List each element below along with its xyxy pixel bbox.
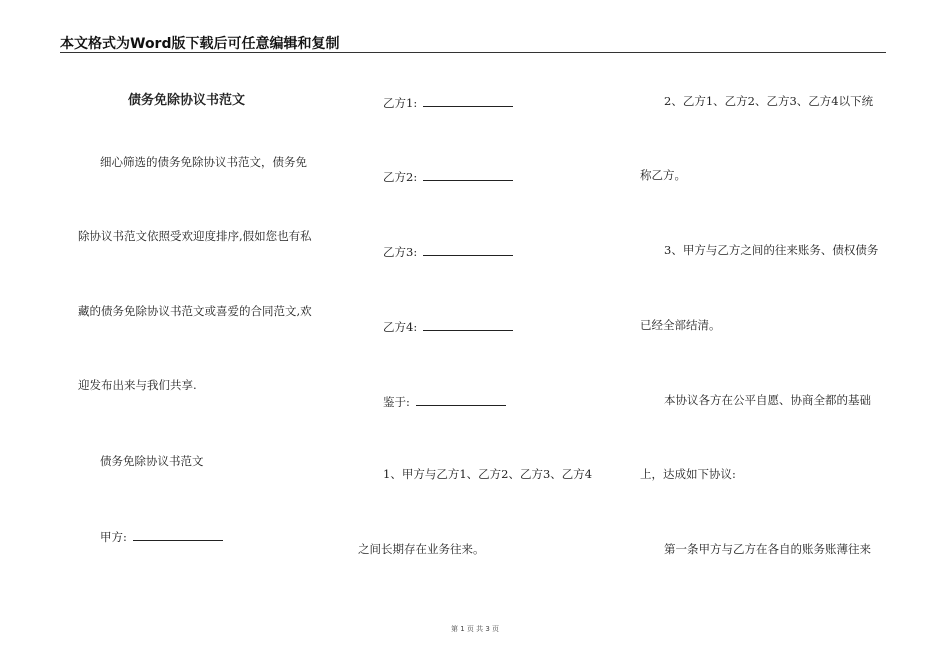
intro-line-3: 藏的债务免除协议书范文或喜爱的合同范文,欢 [78,304,312,318]
party-a-label: 甲方: [100,530,127,544]
clause-1-line-1: 1、甲方与乙方1、乙方2、乙方3、乙方4 [383,467,593,481]
party-b2-line [383,168,513,184]
document-title: 债务免除协议书范文 [128,93,246,108]
party-b4-blank [423,318,513,331]
clause-3-line-1: 3、甲方与乙方之间的往来账务、债权债务 [664,243,879,257]
section-subtitle: 债务免除协议书范文 [100,454,204,468]
party-a-line [100,528,223,544]
whereas-label: 鉴于: [383,395,410,409]
party-b3-blank [423,243,513,256]
intro-line-2: 除协议书范文依照受欢迎度排序,假如您也有私 [78,229,312,243]
party-b4-line [383,318,513,334]
intro-line-4: 迎发布出来与我们共享. [78,378,197,392]
clause-1-line-2: 之间长期存在业务往来。 [358,542,485,556]
page-number: 第 1 页 共 3 页 [450,625,500,633]
agreement-line-1: 本协议各方在公平自愿、协商全都的基础 [664,393,871,407]
clause-2-line-1: 2、乙方1、乙方2、乙方3、乙方4以下统 [664,94,874,108]
party-b1-line [383,94,513,110]
clause-2-line-2: 称乙方。 [640,168,686,182]
party-b3-label: 乙方3: [383,245,418,259]
whereas-line [383,393,506,409]
document-header: 本文格式为Word版下载后可任意编辑和复制 [60,36,340,52]
party-b1-label: 乙方1: [383,96,418,110]
party-a-blank [133,528,223,541]
party-b2-label: 乙方2: [383,170,418,184]
party-b1-blank [423,94,513,107]
party-b4-label: 乙方4: [383,320,418,334]
whereas-blank [416,393,506,406]
party-b3-line [383,243,513,259]
header-divider [60,52,886,53]
article-1-line-1: 第一条甲方与乙方在各自的账务账薄往来 [664,542,871,556]
party-b2-blank [423,168,513,181]
intro-line-1: 细心筛选的债务免除协议书范文，债务免 [100,155,307,169]
agreement-line-2: 上，达成如下协议: [640,467,736,481]
clause-3-line-2: 已经全部结清。 [640,318,721,332]
